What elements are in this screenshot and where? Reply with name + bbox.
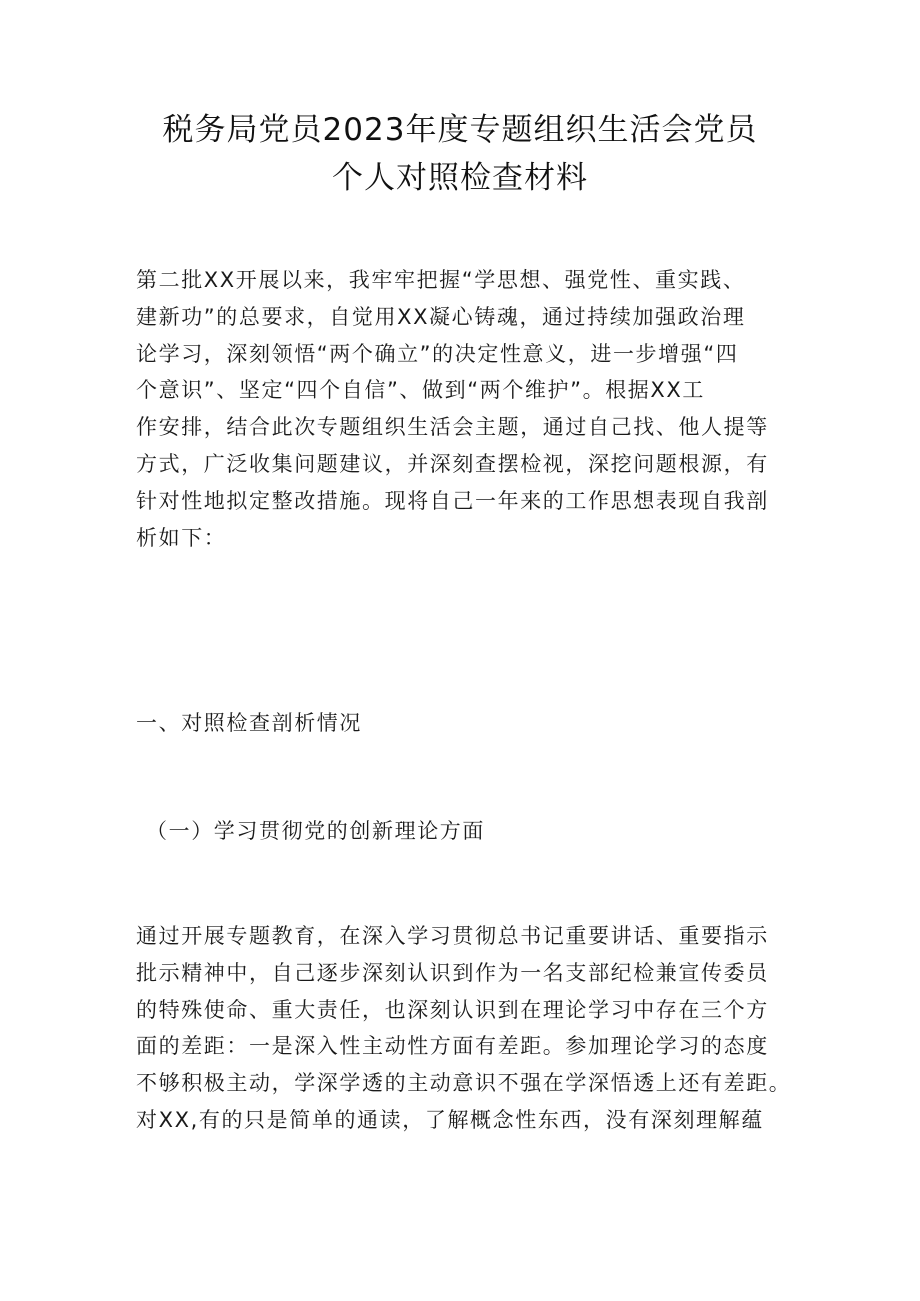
paragraph-line: 方式，广泛收集问题建议，并深刻查摆检视，深挖问题根源，有 (136, 451, 769, 476)
paragraph-line: 作安排，结合此次专题组织生活会主题，通过自己找、他人提等 (136, 415, 769, 440)
paragraph-line: 不够积极主动，学深学透的主动意识不强在学深悟透上还有差距。 (136, 1071, 792, 1096)
paragraph-line: 通过开展专题教育，在深入学习贯彻总书记重要讲话、重要指示 (136, 924, 769, 948)
paragraph-line: 个意识”、坚定“四个自信”、做到“两个维护”。根据XX工 (136, 378, 705, 403)
document-title-line-2: 个人对照检查材料 (332, 160, 588, 196)
intro-paragraph (136, 262, 796, 556)
paragraph-line: 的特殊使命、重大责任，也深刻认识到在理论学习中存在三个方 (136, 997, 769, 1022)
document-title-line-1: 税务局党员2023年度专题组织生活会党员 (162, 112, 758, 148)
section-heading: 一、对照检查剖析情况 (136, 711, 362, 735)
body-paragraph (136, 918, 796, 1139)
paragraph-line: 面的差距：一是深入性主动性方面有差距。参加理论学习的态度 (136, 1034, 769, 1059)
subsection-heading: （一）学习贯彻党的创新理论方面 (146, 819, 485, 843)
paragraph-line: 针对性地拟定整改措施。现将自己一年来的工作思想表现自我剖 (136, 488, 769, 513)
paragraph-line: 批示精神中，自己逐步深刻认识到作为一名支部纪检兼宣传委员 (136, 960, 769, 985)
paragraph-line: 建新功”的总要求，自觉用XX凝心铸魂，通过持续加强政治理 (136, 304, 746, 329)
paragraph-line: 论学习，深刻领悟“两个确立”的决定性意义，进一步增强“四 (136, 341, 739, 366)
paragraph-line: 析如下： (136, 525, 227, 550)
paragraph-line: 第二批XX开展以来，我牢牢把握“学思想、强党性、重实践、 (136, 268, 746, 292)
paragraph-line: 对XX,有的只是简单的通读，了解概念性东西，没有深刻理解蕴 (136, 1107, 764, 1132)
